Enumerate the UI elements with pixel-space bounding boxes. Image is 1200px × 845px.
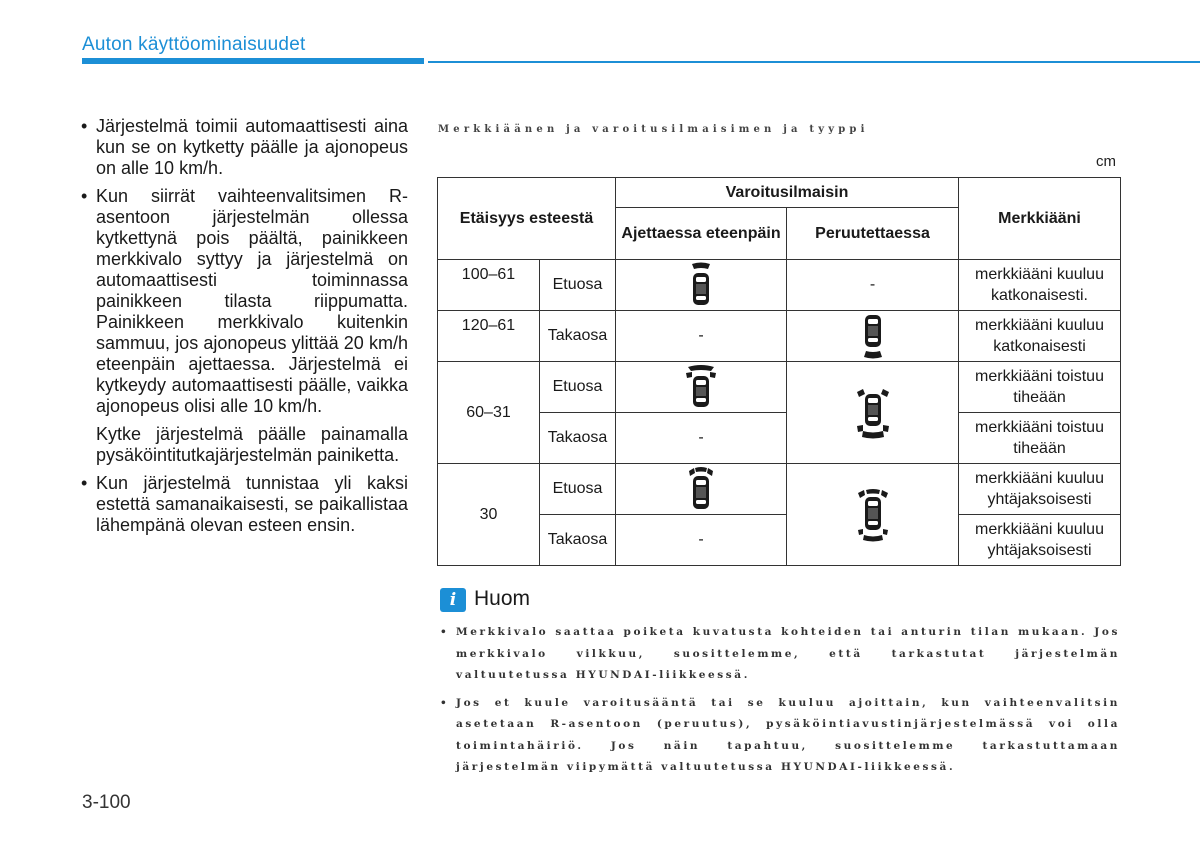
sound-cell: merkkiääni toistuu tiheään xyxy=(959,362,1121,413)
header-forward: Ajettaessa eteenpäin xyxy=(616,208,787,260)
distance-cell: 60–31 xyxy=(438,362,540,464)
car-front-two-zones-icon xyxy=(684,364,718,410)
page-number: 3-100 xyxy=(82,792,131,813)
table-row xyxy=(438,464,1121,515)
bullet-auto-operation: • Järjestelmä toimii automaattisesti aina kun se on kytketty päälle ja ajonopeus on alle 10 km/h. xyxy=(80,116,408,179)
header-distance: Etäisyys esteestä xyxy=(438,178,616,260)
sound-cell: merkkiääni kuuluu yhtäjaksoisesti xyxy=(959,515,1121,566)
header-sound: Merkkiääni xyxy=(959,178,1121,260)
forward-indicator-cell xyxy=(616,260,787,311)
note-item: • Jos et kuule varoitusääntä tai se kuuluu ajoittain, kun vaihteenvalitsin asetetaan R-asentoon (peruutus), pysäköintiavustinjärjestelmässä voi olla toimintahäiriö. Jos näin tapahtuu, suosittelemme tarkastuttamaan järjestelmän viipymättä valtuutetussa HYUNDAI-liikkeessä. xyxy=(440,693,1120,779)
forward-indicator-cell xyxy=(616,464,787,515)
forward-indicator-cell: - xyxy=(616,311,787,362)
car-rear-corners-icon xyxy=(854,386,892,440)
forward-indicator-cell: - xyxy=(616,515,787,566)
distance-cell: 30 xyxy=(438,464,540,566)
sensor-cell: Etuosa xyxy=(540,260,616,311)
bullet-multiple-obstacles: • Kun järjestelmä tunnistaa yli kaksi estettä samanaikaisesti, se paikallistaa lähempänä olevan esteen ensin. xyxy=(80,473,408,536)
table-row xyxy=(438,515,1121,566)
bullet-reverse-gear: • Kun siirrät vaihteenvalitsimen R-asentoon järjestelmän ollessa kytkettynä pois päältä, painikkeen merkkivalo syttyy ja järjestelmä on automaattisesti toiminnassa painikkeen tilasta riippumatta. Painikkeen merkkivalo kuitenkin sammuu, jos ajonopeus ylittää 20 km/h eteenpäin ajettaessa. Järjestelmä ei kytkeydy automaattisesti päälle, vaikka ajonopeus olisi alle 10 km/h. xyxy=(80,186,408,417)
note-item: • Merkkivalo saattaa poiketa kuvatusta kohteiden tai anturin tilan mukaan. Jos merkkivalo vilkkuu, suosittelemme, että tarkastutat järjestelmän valtuutetussa HYUNDAI-liikkeessä. xyxy=(440,622,1120,687)
sensor-cell: Takaosa xyxy=(540,413,616,464)
car-rear-warning-icon xyxy=(860,313,886,359)
reverse-indicator-cell: - xyxy=(787,260,959,311)
header-indicator: Varoitusilmaisin xyxy=(616,178,959,208)
forward-indicator-cell: - xyxy=(616,413,787,464)
sound-cell: merkkiääni kuuluu katkonaisesti. xyxy=(959,260,1121,311)
warning-table xyxy=(437,177,1121,566)
note-list xyxy=(440,622,1120,785)
distance-cell: 100–61 xyxy=(438,260,540,311)
car-front-three-zones-icon xyxy=(686,466,716,512)
sound-cell: merkkiääni kuuluu yhtäjaksoisesti xyxy=(959,464,1121,515)
car-front-warning-icon xyxy=(688,262,714,308)
sensor-cell: Etuosa xyxy=(540,362,616,413)
header-rule xyxy=(428,61,1200,63)
note-title: Huom xyxy=(474,587,531,610)
reverse-indicator-cell xyxy=(787,464,959,566)
table-row xyxy=(438,413,1121,464)
table-unit: cm xyxy=(1096,153,1116,170)
reverse-indicator-cell xyxy=(787,362,959,464)
header-accent-bar xyxy=(82,58,424,64)
distance-cell: 120–61 xyxy=(438,311,540,362)
sound-cell: merkkiääni kuuluu katkonaisesti xyxy=(959,311,1121,362)
sensor-cell: Takaosa xyxy=(540,311,616,362)
table-row xyxy=(438,260,1121,311)
reverse-indicator-cell xyxy=(787,311,959,362)
left-column-text xyxy=(80,116,408,543)
sensor-cell: Takaosa xyxy=(540,515,616,566)
car-all-corners-icon xyxy=(854,488,892,542)
paragraph-activate: Kytke järjestelmä päälle painamalla pysäköintitutkajärjestelmän painiketta. xyxy=(96,424,408,465)
table-row xyxy=(438,362,1121,413)
info-icon: i xyxy=(440,588,466,612)
table-caption: Merkkiäänen ja varoitusilmaisimen ja tyyppi xyxy=(438,124,869,135)
sound-cell: merkkiääni toistuu tiheään xyxy=(959,413,1121,464)
sensor-cell: Etuosa xyxy=(540,464,616,515)
section-title: Auton käyttöominaisuudet xyxy=(82,34,306,55)
header-reverse: Peruutettaessa xyxy=(787,208,959,260)
forward-indicator-cell xyxy=(616,362,787,413)
table-row xyxy=(438,311,1121,362)
